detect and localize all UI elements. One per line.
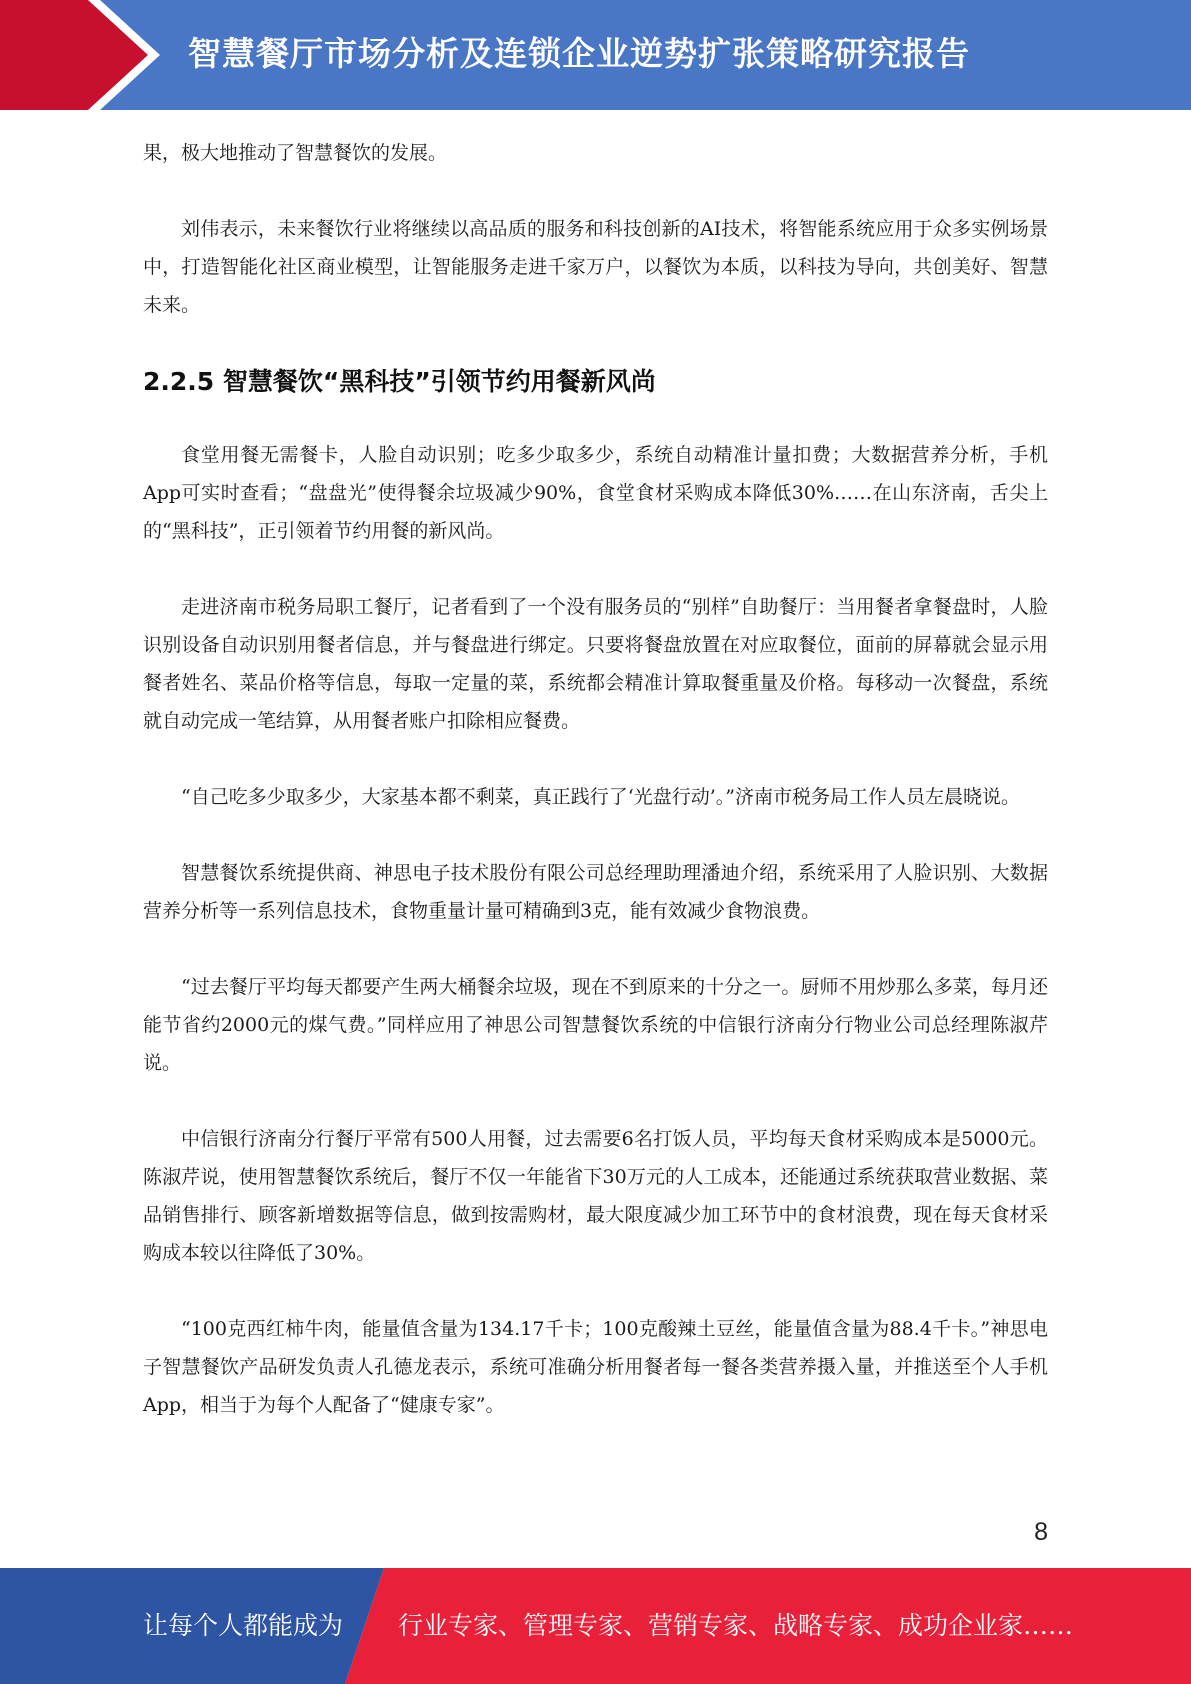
paragraph: 中信银行济南分行餐厅平常有500人用餐，过去需要6名打饭人员，平均每天食材采购成本是5000元。陈淑芹说，使用智慧餐饮系统后，餐厅不仅一年能省下30万元的人工成本，还能通过系统获取营业数据、菜品销售排行、顾客新增数据等信息，做到按需购材，最大限度减少加工环节中的食材浪费，现在每天食材采购成本较以往降低了30%。	[143, 1128, 1048, 1264]
report-title: 智慧餐厅市场分析及连锁企业逆势扩张策略研究报告	[188, 34, 970, 73]
paragraph: “过去餐厅平均每天都要产生两大桶餐余垃圾，现在不到原来的十分之一。厨师不用炒那么多菜，每月还能节省约2000元的煤气费。”同样应用了神思公司智慧餐饮系统的中信银行济南分行物业公司总经理陈淑芹说。	[143, 976, 1048, 1074]
paragraph: 智慧餐饮系统提供商、神思电子技术股份有限公司总经理助理潘迪介绍，系统采用了人脸识别、大数据营养分析等一系列信息技术，食物重量计量可精确到3克，能有效减少食物浪费。	[143, 862, 1048, 922]
paragraph: 走进济南市税务局职工餐厅，记者看到了一个没有服务员的“别样”自助餐厅：当用餐者拿餐盘时，人脸识别设备自动识别用餐者信息，并与餐盘进行绑定。只要将餐盘放置在对应取餐位，面前的屏幕就会显示用餐者姓名、菜品价格等信息，每取一定量的菜，系统都会精准计算取餐重量及价格。每移动一次餐盘，系统就自动完成一笔结算，从用餐者账户扣除相应餐费。	[143, 596, 1048, 732]
section-heading: 2.2.5 智慧餐饮“黑科技”引领节约用餐新风尚	[143, 367, 656, 396]
footer-slogan-left: 让每个人都能成为	[143, 1611, 344, 1640]
paragraph: 刘伟表示，未来餐饮行业将继续以高品质的服务和科技创新的AI技术，将智能系统应用于众多实例场景中，打造智能化社区商业模型，让智能服务走进千家万户，以餐饮为本质，以科技为导向，共创美好、智慧未来。	[143, 218, 1048, 316]
paragraph-continuation: 果，极大地推动了智慧餐饮的发展。	[143, 142, 448, 164]
paragraph: “自己吃多少取多少，大家基本都不剩菜，真正践行了‘光盘行动’。”济南市税务局工作人员左晨晓说。	[181, 786, 1021, 808]
paragraph: 食堂用餐无需餐卡，人脸自动识别；吃多少取多少，系统自动精准计量扣费；大数据营养分析，手机App可实时查看；“盘盘光”使得餐余垃圾减少90%，食堂食材采购成本降低30%……在山东济南，舌尖上的“黑科技”，正引领着节约用餐的新风尚。	[143, 444, 1048, 542]
page-footer	[0, 1568, 1191, 1684]
header-arrow-decoration	[0, 0, 200, 110]
paragraph: “100克西红柿牛肉，能量值含量为134.17千卡；100克酸辣土豆丝，能量值含量为88.4千卡。”神思电子智慧餐饮产品研发负责人孔德龙表示，系统可准确分析用餐者每一餐各类营养摄入量，并推送至个人手机App，相当于为每个人配备了“健康专家”。	[143, 1318, 1048, 1416]
footer-slogan-right: 行业专家、管理专家、营销专家、战略专家、成功企业家……	[398, 1611, 1074, 1640]
page-header	[0, 0, 1191, 110]
page-number: 8	[1034, 1518, 1048, 1546]
document-body	[143, 134, 1048, 1462]
